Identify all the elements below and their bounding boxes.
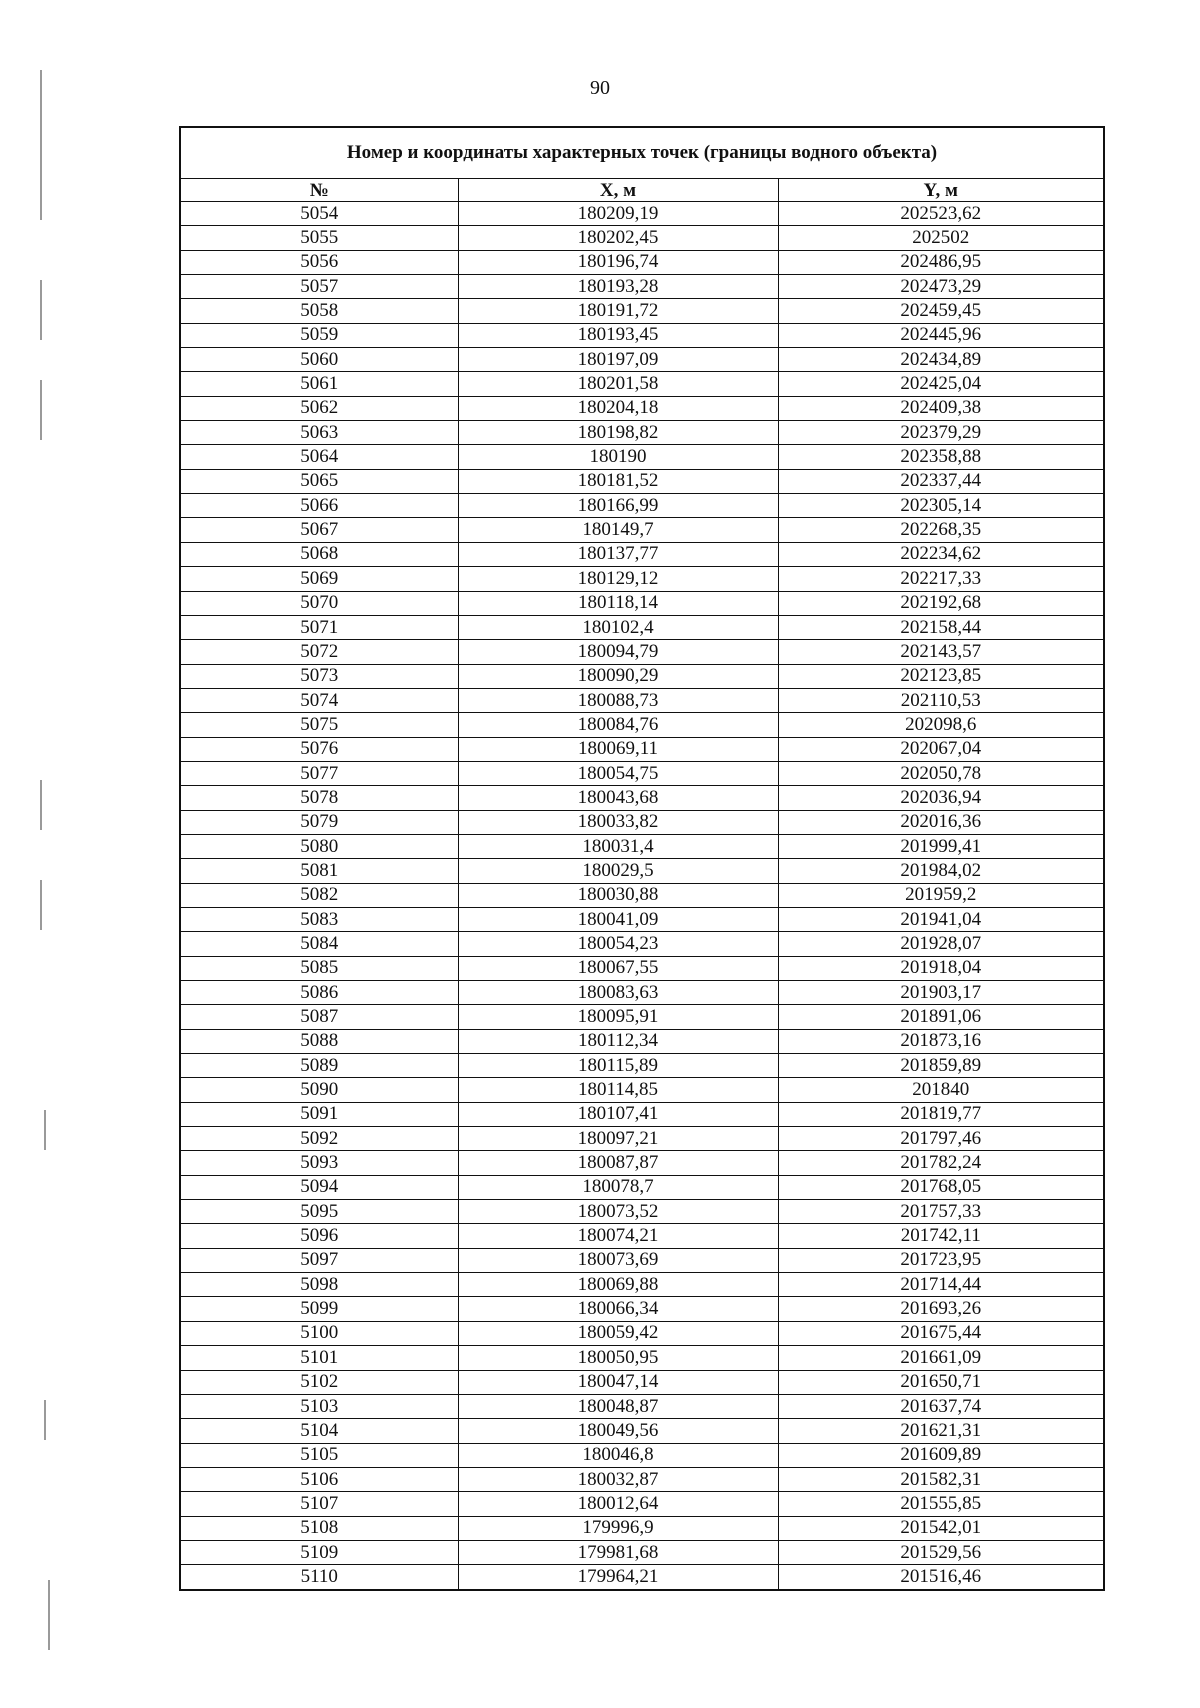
table-body xyxy=(180,202,1104,1590)
cell-y: 202143,57 xyxy=(778,640,1104,664)
table-row xyxy=(180,1370,1104,1394)
cell-x: 180209,19 xyxy=(458,202,778,226)
cell-number: 5075 xyxy=(180,713,458,737)
cell-number: 5080 xyxy=(180,834,458,858)
table-row xyxy=(180,1054,1104,1078)
cell-x: 180073,52 xyxy=(458,1200,778,1224)
cell-x: 180066,34 xyxy=(458,1297,778,1321)
cell-y: 202434,89 xyxy=(778,348,1104,372)
cell-x: 180191,72 xyxy=(458,299,778,323)
cell-x: 180069,88 xyxy=(458,1273,778,1297)
table-row xyxy=(180,445,1104,469)
table-row xyxy=(180,202,1104,226)
scan-artifact xyxy=(40,380,42,440)
cell-y: 201873,16 xyxy=(778,1029,1104,1053)
cell-number: 5108 xyxy=(180,1516,458,1540)
cell-number: 5068 xyxy=(180,542,458,566)
cell-number: 5066 xyxy=(180,494,458,518)
cell-number: 5060 xyxy=(180,348,458,372)
cell-y: 201768,05 xyxy=(778,1175,1104,1199)
cell-number: 5069 xyxy=(180,567,458,591)
column-header-x: X, м xyxy=(458,179,778,202)
cell-y: 202016,36 xyxy=(778,810,1104,834)
table-row xyxy=(180,1297,1104,1321)
table-row xyxy=(180,1419,1104,1443)
cell-y: 201529,56 xyxy=(778,1540,1104,1564)
cell-x: 180118,14 xyxy=(458,591,778,615)
cell-x: 180198,82 xyxy=(458,421,778,445)
cell-y: 201723,95 xyxy=(778,1248,1104,1272)
cell-number: 5094 xyxy=(180,1175,458,1199)
page-number: 90 xyxy=(590,77,610,99)
cell-number: 5065 xyxy=(180,469,458,493)
cell-number: 5085 xyxy=(180,956,458,980)
cell-y: 202473,29 xyxy=(778,275,1104,299)
cell-y: 202445,96 xyxy=(778,323,1104,347)
cell-y: 201891,06 xyxy=(778,1005,1104,1029)
table-row xyxy=(180,1540,1104,1564)
cell-x: 180054,75 xyxy=(458,761,778,785)
table-row xyxy=(180,1394,1104,1418)
table-row xyxy=(180,907,1104,931)
cell-y: 201918,04 xyxy=(778,956,1104,980)
cell-y: 201819,77 xyxy=(778,1102,1104,1126)
cell-y: 201757,33 xyxy=(778,1200,1104,1224)
cell-number: 5101 xyxy=(180,1346,458,1370)
cell-number: 5063 xyxy=(180,421,458,445)
cell-x: 179981,68 xyxy=(458,1540,778,1564)
cell-number: 5110 xyxy=(180,1565,458,1590)
cell-number: 5090 xyxy=(180,1078,458,1102)
cell-y: 201959,2 xyxy=(778,883,1104,907)
scan-artifact xyxy=(40,880,42,930)
cell-x: 180102,4 xyxy=(458,615,778,639)
table-row xyxy=(180,1492,1104,1516)
cell-number: 5081 xyxy=(180,859,458,883)
cell-x: 180012,64 xyxy=(458,1492,778,1516)
cell-y: 202050,78 xyxy=(778,761,1104,785)
table-row xyxy=(180,542,1104,566)
table-title: Номер и координаты характерных точек (границы водного объекта) xyxy=(180,127,1104,179)
cell-number: 5096 xyxy=(180,1224,458,1248)
cell-number: 5058 xyxy=(180,299,458,323)
cell-x: 180067,55 xyxy=(458,956,778,980)
table-row xyxy=(180,299,1104,323)
cell-x: 180033,82 xyxy=(458,810,778,834)
cell-number: 5103 xyxy=(180,1394,458,1418)
cell-x: 180193,45 xyxy=(458,323,778,347)
cell-y: 201675,44 xyxy=(778,1321,1104,1345)
table-row xyxy=(180,494,1104,518)
table-row xyxy=(180,834,1104,858)
cell-y: 201693,26 xyxy=(778,1297,1104,1321)
cell-y: 201714,44 xyxy=(778,1273,1104,1297)
cell-y: 202268,35 xyxy=(778,518,1104,542)
cell-x: 180107,41 xyxy=(458,1102,778,1126)
table-row xyxy=(180,567,1104,591)
table-row xyxy=(180,372,1104,396)
cell-y: 202217,33 xyxy=(778,567,1104,591)
cell-x: 180041,09 xyxy=(458,907,778,931)
table-row xyxy=(180,1175,1104,1199)
cell-number: 5107 xyxy=(180,1492,458,1516)
cell-number: 5099 xyxy=(180,1297,458,1321)
cell-x: 180097,21 xyxy=(458,1127,778,1151)
cell-x: 180166,99 xyxy=(458,494,778,518)
scan-artifact xyxy=(40,280,42,340)
cell-y: 201903,17 xyxy=(778,981,1104,1005)
cell-number: 5078 xyxy=(180,786,458,810)
table-row xyxy=(180,1467,1104,1491)
cell-number: 5097 xyxy=(180,1248,458,1272)
cell-x: 180193,28 xyxy=(458,275,778,299)
cell-number: 5064 xyxy=(180,445,458,469)
table-row xyxy=(180,761,1104,785)
cell-x: 180074,21 xyxy=(458,1224,778,1248)
cell-y: 202358,88 xyxy=(778,445,1104,469)
cell-x: 180046,8 xyxy=(458,1443,778,1467)
table-row xyxy=(180,786,1104,810)
table-row xyxy=(180,1200,1104,1224)
column-header-number: № xyxy=(180,179,458,202)
cell-y: 202098,6 xyxy=(778,713,1104,737)
table-row xyxy=(180,275,1104,299)
scan-artifact xyxy=(48,1580,50,1650)
table-row xyxy=(180,981,1104,1005)
cell-y: 201840 xyxy=(778,1078,1104,1102)
cell-y: 202305,14 xyxy=(778,494,1104,518)
cell-number: 5055 xyxy=(180,226,458,250)
cell-x: 179964,21 xyxy=(458,1565,778,1590)
table-row xyxy=(180,1224,1104,1248)
table-row xyxy=(180,1443,1104,1467)
cell-y: 202192,68 xyxy=(778,591,1104,615)
cell-y: 202036,94 xyxy=(778,786,1104,810)
cell-x: 180204,18 xyxy=(458,396,778,420)
cell-y: 202425,04 xyxy=(778,372,1104,396)
cell-number: 5070 xyxy=(180,591,458,615)
table-row xyxy=(180,1273,1104,1297)
cell-x: 180031,4 xyxy=(458,834,778,858)
table-row xyxy=(180,591,1104,615)
cell-y: 202379,29 xyxy=(778,421,1104,445)
cell-number: 5056 xyxy=(180,250,458,274)
cell-number: 5074 xyxy=(180,688,458,712)
cell-number: 5061 xyxy=(180,372,458,396)
cell-number: 5076 xyxy=(180,737,458,761)
cell-number: 5077 xyxy=(180,761,458,785)
table-row xyxy=(180,810,1104,834)
cell-number: 5054 xyxy=(180,202,458,226)
cell-y: 201516,46 xyxy=(778,1565,1104,1590)
cell-y: 201650,71 xyxy=(778,1370,1104,1394)
cell-number: 5067 xyxy=(180,518,458,542)
cell-y: 201555,85 xyxy=(778,1492,1104,1516)
cell-x: 180149,7 xyxy=(458,518,778,542)
cell-x: 180048,87 xyxy=(458,1394,778,1418)
cell-y: 202158,44 xyxy=(778,615,1104,639)
cell-x: 180197,09 xyxy=(458,348,778,372)
table-row xyxy=(180,1005,1104,1029)
cell-x: 180202,45 xyxy=(458,226,778,250)
scan-artifact xyxy=(44,1110,46,1150)
cell-number: 5100 xyxy=(180,1321,458,1345)
cell-number: 5084 xyxy=(180,932,458,956)
table-row xyxy=(180,421,1104,445)
cell-x: 180090,29 xyxy=(458,664,778,688)
table-row xyxy=(180,1029,1104,1053)
table-row xyxy=(180,1102,1104,1126)
cell-y: 202110,53 xyxy=(778,688,1104,712)
cell-y: 201542,01 xyxy=(778,1516,1104,1540)
table-row xyxy=(180,664,1104,688)
cell-x: 180047,14 xyxy=(458,1370,778,1394)
table-row xyxy=(180,859,1104,883)
table-row xyxy=(180,1127,1104,1151)
cell-number: 5091 xyxy=(180,1102,458,1126)
table-row xyxy=(180,640,1104,664)
cell-y: 202337,44 xyxy=(778,469,1104,493)
cell-number: 5105 xyxy=(180,1443,458,1467)
table-row xyxy=(180,1346,1104,1370)
table-row xyxy=(180,956,1104,980)
cell-y: 201609,89 xyxy=(778,1443,1104,1467)
cell-number: 5072 xyxy=(180,640,458,664)
cell-x: 180196,74 xyxy=(458,250,778,274)
cell-number: 5059 xyxy=(180,323,458,347)
table-row xyxy=(180,469,1104,493)
cell-y: 202486,95 xyxy=(778,250,1104,274)
cell-y: 201928,07 xyxy=(778,932,1104,956)
table-row xyxy=(180,1321,1104,1345)
cell-x: 180201,58 xyxy=(458,372,778,396)
cell-number: 5082 xyxy=(180,883,458,907)
cell-x: 180088,73 xyxy=(458,688,778,712)
cell-x: 180084,76 xyxy=(458,713,778,737)
cell-x: 180087,87 xyxy=(458,1151,778,1175)
cell-y: 201582,31 xyxy=(778,1467,1104,1491)
cell-y: 201984,02 xyxy=(778,859,1104,883)
table-row xyxy=(180,883,1104,907)
cell-x: 180083,63 xyxy=(458,981,778,1005)
cell-y: 202459,45 xyxy=(778,299,1104,323)
cell-x: 180115,89 xyxy=(458,1054,778,1078)
cell-y: 201782,24 xyxy=(778,1151,1104,1175)
cell-number: 5083 xyxy=(180,907,458,931)
cell-y: 201859,89 xyxy=(778,1054,1104,1078)
cell-y: 202523,62 xyxy=(778,202,1104,226)
table-row xyxy=(180,1078,1104,1102)
cell-x: 180095,91 xyxy=(458,1005,778,1029)
table-row xyxy=(180,1565,1104,1590)
cell-x: 180129,12 xyxy=(458,567,778,591)
cell-y: 202067,04 xyxy=(778,737,1104,761)
cell-x: 180114,85 xyxy=(458,1078,778,1102)
cell-x: 180078,7 xyxy=(458,1175,778,1199)
cell-x: 180094,79 xyxy=(458,640,778,664)
table-row xyxy=(180,1151,1104,1175)
column-header-y: Y, м xyxy=(778,179,1104,202)
cell-x: 180137,77 xyxy=(458,542,778,566)
table-row xyxy=(180,713,1104,737)
cell-x: 180181,52 xyxy=(458,469,778,493)
cell-y: 202502 xyxy=(778,226,1104,250)
cell-x: 180043,68 xyxy=(458,786,778,810)
cell-y: 201661,09 xyxy=(778,1346,1104,1370)
cell-number: 5109 xyxy=(180,1540,458,1564)
table-row xyxy=(180,1516,1104,1540)
table-row xyxy=(180,226,1104,250)
cell-x: 180059,42 xyxy=(458,1321,778,1345)
table-row xyxy=(180,688,1104,712)
table-row xyxy=(180,615,1104,639)
table-row xyxy=(180,737,1104,761)
cell-y: 201999,41 xyxy=(778,834,1104,858)
cell-number: 5062 xyxy=(180,396,458,420)
cell-number: 5102 xyxy=(180,1370,458,1394)
cell-number: 5104 xyxy=(180,1419,458,1443)
cell-y: 201637,74 xyxy=(778,1394,1104,1418)
cell-y: 202234,62 xyxy=(778,542,1104,566)
cell-x: 180030,88 xyxy=(458,883,778,907)
cell-y: 201742,11 xyxy=(778,1224,1104,1248)
coordinates-table xyxy=(179,126,1105,1591)
cell-x: 180029,5 xyxy=(458,859,778,883)
cell-number: 5095 xyxy=(180,1200,458,1224)
cell-number: 5098 xyxy=(180,1273,458,1297)
scan-artifact xyxy=(44,1400,46,1440)
table-row xyxy=(180,323,1104,347)
cell-y: 201797,46 xyxy=(778,1127,1104,1151)
cell-y: 202123,85 xyxy=(778,664,1104,688)
cell-x: 180050,95 xyxy=(458,1346,778,1370)
cell-number: 5089 xyxy=(180,1054,458,1078)
table-row xyxy=(180,396,1104,420)
cell-x: 180054,23 xyxy=(458,932,778,956)
cell-x: 179996,9 xyxy=(458,1516,778,1540)
cell-y: 201941,04 xyxy=(778,907,1104,931)
cell-number: 5071 xyxy=(180,615,458,639)
cell-number: 5092 xyxy=(180,1127,458,1151)
cell-number: 5088 xyxy=(180,1029,458,1053)
cell-number: 5079 xyxy=(180,810,458,834)
cell-x: 180073,69 xyxy=(458,1248,778,1272)
table-row xyxy=(180,348,1104,372)
table-row xyxy=(180,518,1104,542)
cell-number: 5093 xyxy=(180,1151,458,1175)
table-row xyxy=(180,250,1104,274)
cell-number: 5073 xyxy=(180,664,458,688)
cell-x: 180049,56 xyxy=(458,1419,778,1443)
scan-artifact xyxy=(40,780,42,830)
table-row xyxy=(180,932,1104,956)
cell-number: 5106 xyxy=(180,1467,458,1491)
cell-x: 180190 xyxy=(458,445,778,469)
cell-x: 180069,11 xyxy=(458,737,778,761)
cell-x: 180032,87 xyxy=(458,1467,778,1491)
cell-y: 202409,38 xyxy=(778,396,1104,420)
cell-y: 201621,31 xyxy=(778,1419,1104,1443)
cell-number: 5057 xyxy=(180,275,458,299)
cell-number: 5087 xyxy=(180,1005,458,1029)
cell-x: 180112,34 xyxy=(458,1029,778,1053)
cell-number: 5086 xyxy=(180,981,458,1005)
table-row xyxy=(180,1248,1104,1272)
